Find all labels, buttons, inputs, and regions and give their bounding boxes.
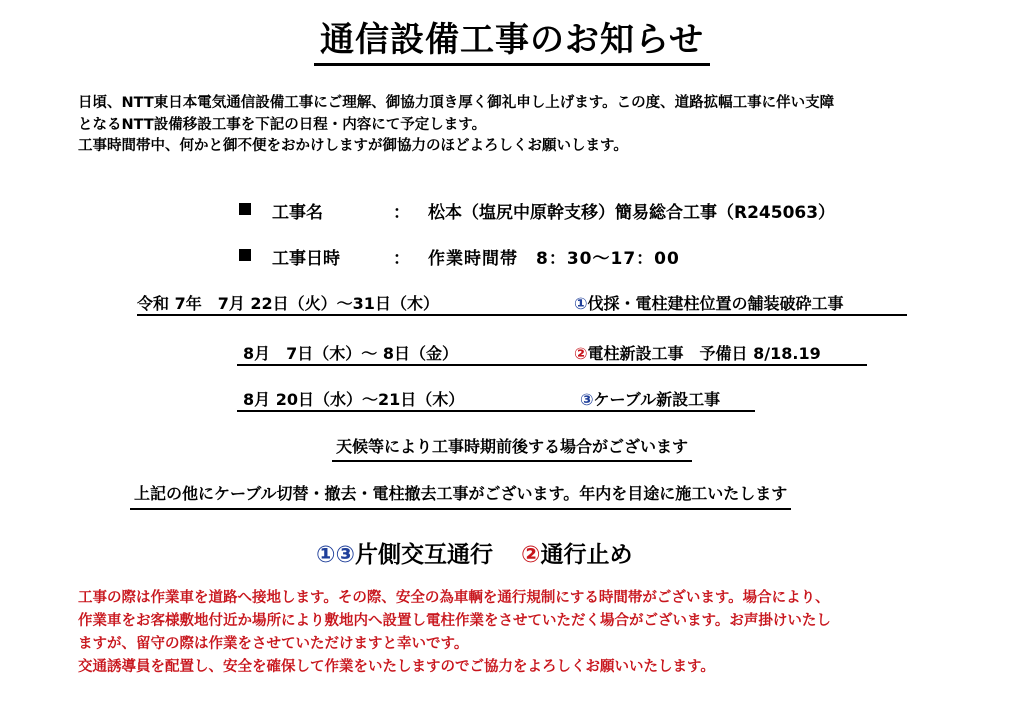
notice-line: ますが、留守の際は作業をさせていただけますと幸いです。: [78, 636, 469, 652]
circled-number-1: ①: [574, 294, 588, 313]
schedule-date: 8月 7日（木）～ 8日（金）: [243, 344, 458, 363]
bullet-square-icon: [239, 249, 251, 261]
work-name-value: 松本（塩尻中原幹支移）簡易総合工事（R245063）: [428, 203, 836, 223]
notice-line: 工事の際は作業車を道路へ接地します。その際、安全の為車輌を通行規制にする時間帯がございます。場合により、: [78, 590, 830, 606]
alternating-traffic-text: 片側交互通行: [354, 542, 493, 568]
page-title: [0, 12, 1024, 66]
safety-notice: [78, 587, 831, 679]
work-time-value: 作業時間帯 8：30～17：00: [428, 249, 680, 269]
schedule-task-1: [574, 291, 844, 314]
intro-line: 工事時間帯中、何かと御不便をおかけしますが御協力のほどよろしくお願いします。: [78, 138, 628, 154]
schedule-task-text: 伐採・電柱建柱位置の舗装破砕工事: [587, 294, 844, 313]
schedule-date: 令和 7年 7月 22日（火）～31日（木）: [137, 294, 439, 313]
road-closed-text: 通行止め: [540, 542, 633, 568]
work-time-label: 工事日時: [272, 249, 340, 269]
schedule-task-3: [580, 387, 720, 410]
notice-line: 交通誘導員を配置し、安全を確保して作業をいたしますのでご協力をよろしくお願いいたします。: [78, 659, 715, 675]
other-note-text: 上記の他にケーブル切替・撤去・電柱撤去工事がございます。年内を目途に施工いたします: [130, 481, 791, 510]
schedule-underline: [137, 314, 907, 316]
schedule-task-text: 電柱新設工事 予備日 8/18.19: [587, 344, 821, 363]
circled-number-3: ③: [580, 390, 594, 409]
schedule-date: 8月 20日（水）～21日（木）: [243, 390, 465, 409]
work-time-separator: ：: [393, 249, 410, 269]
circled-numbers-1-3: ①③: [316, 542, 355, 568]
intro-line: となるNTT設備移設工事を下記の日程・内容にて予定します。: [78, 116, 487, 133]
weather-note: [0, 434, 1024, 462]
weather-note-text: 天候等により工事時期前後する場合がございます: [332, 434, 692, 462]
traffic-restriction: [316, 536, 632, 569]
other-note: [130, 481, 791, 510]
intro-paragraph: [78, 93, 834, 158]
schedule-task-2: [574, 341, 821, 364]
schedule-underline: [237, 410, 755, 412]
bullet-square-icon: [239, 203, 251, 215]
circled-number-2: ②: [574, 344, 588, 363]
page-title-text: 通信設備工事のお知らせ: [314, 12, 710, 66]
schedule-task-text: ケーブル新設工事: [593, 390, 721, 409]
work-name-separator: ：: [393, 203, 410, 223]
circled-number-2: ②: [520, 542, 541, 568]
schedule-underline: [237, 364, 867, 366]
intro-line: 日頃、NTT東日本電気通信設備工事にご理解、御協力頂き厚く御礼申し上げます。この度、道路拡幅工事に伴い支障: [78, 95, 835, 111]
notice-line: 作業車をお客様敷地付近か場所により敷地内へ設置し電柱作業をさせていただく場合がございます。お声掛けいたし: [78, 613, 831, 629]
work-name-label: 工事名: [272, 203, 323, 223]
